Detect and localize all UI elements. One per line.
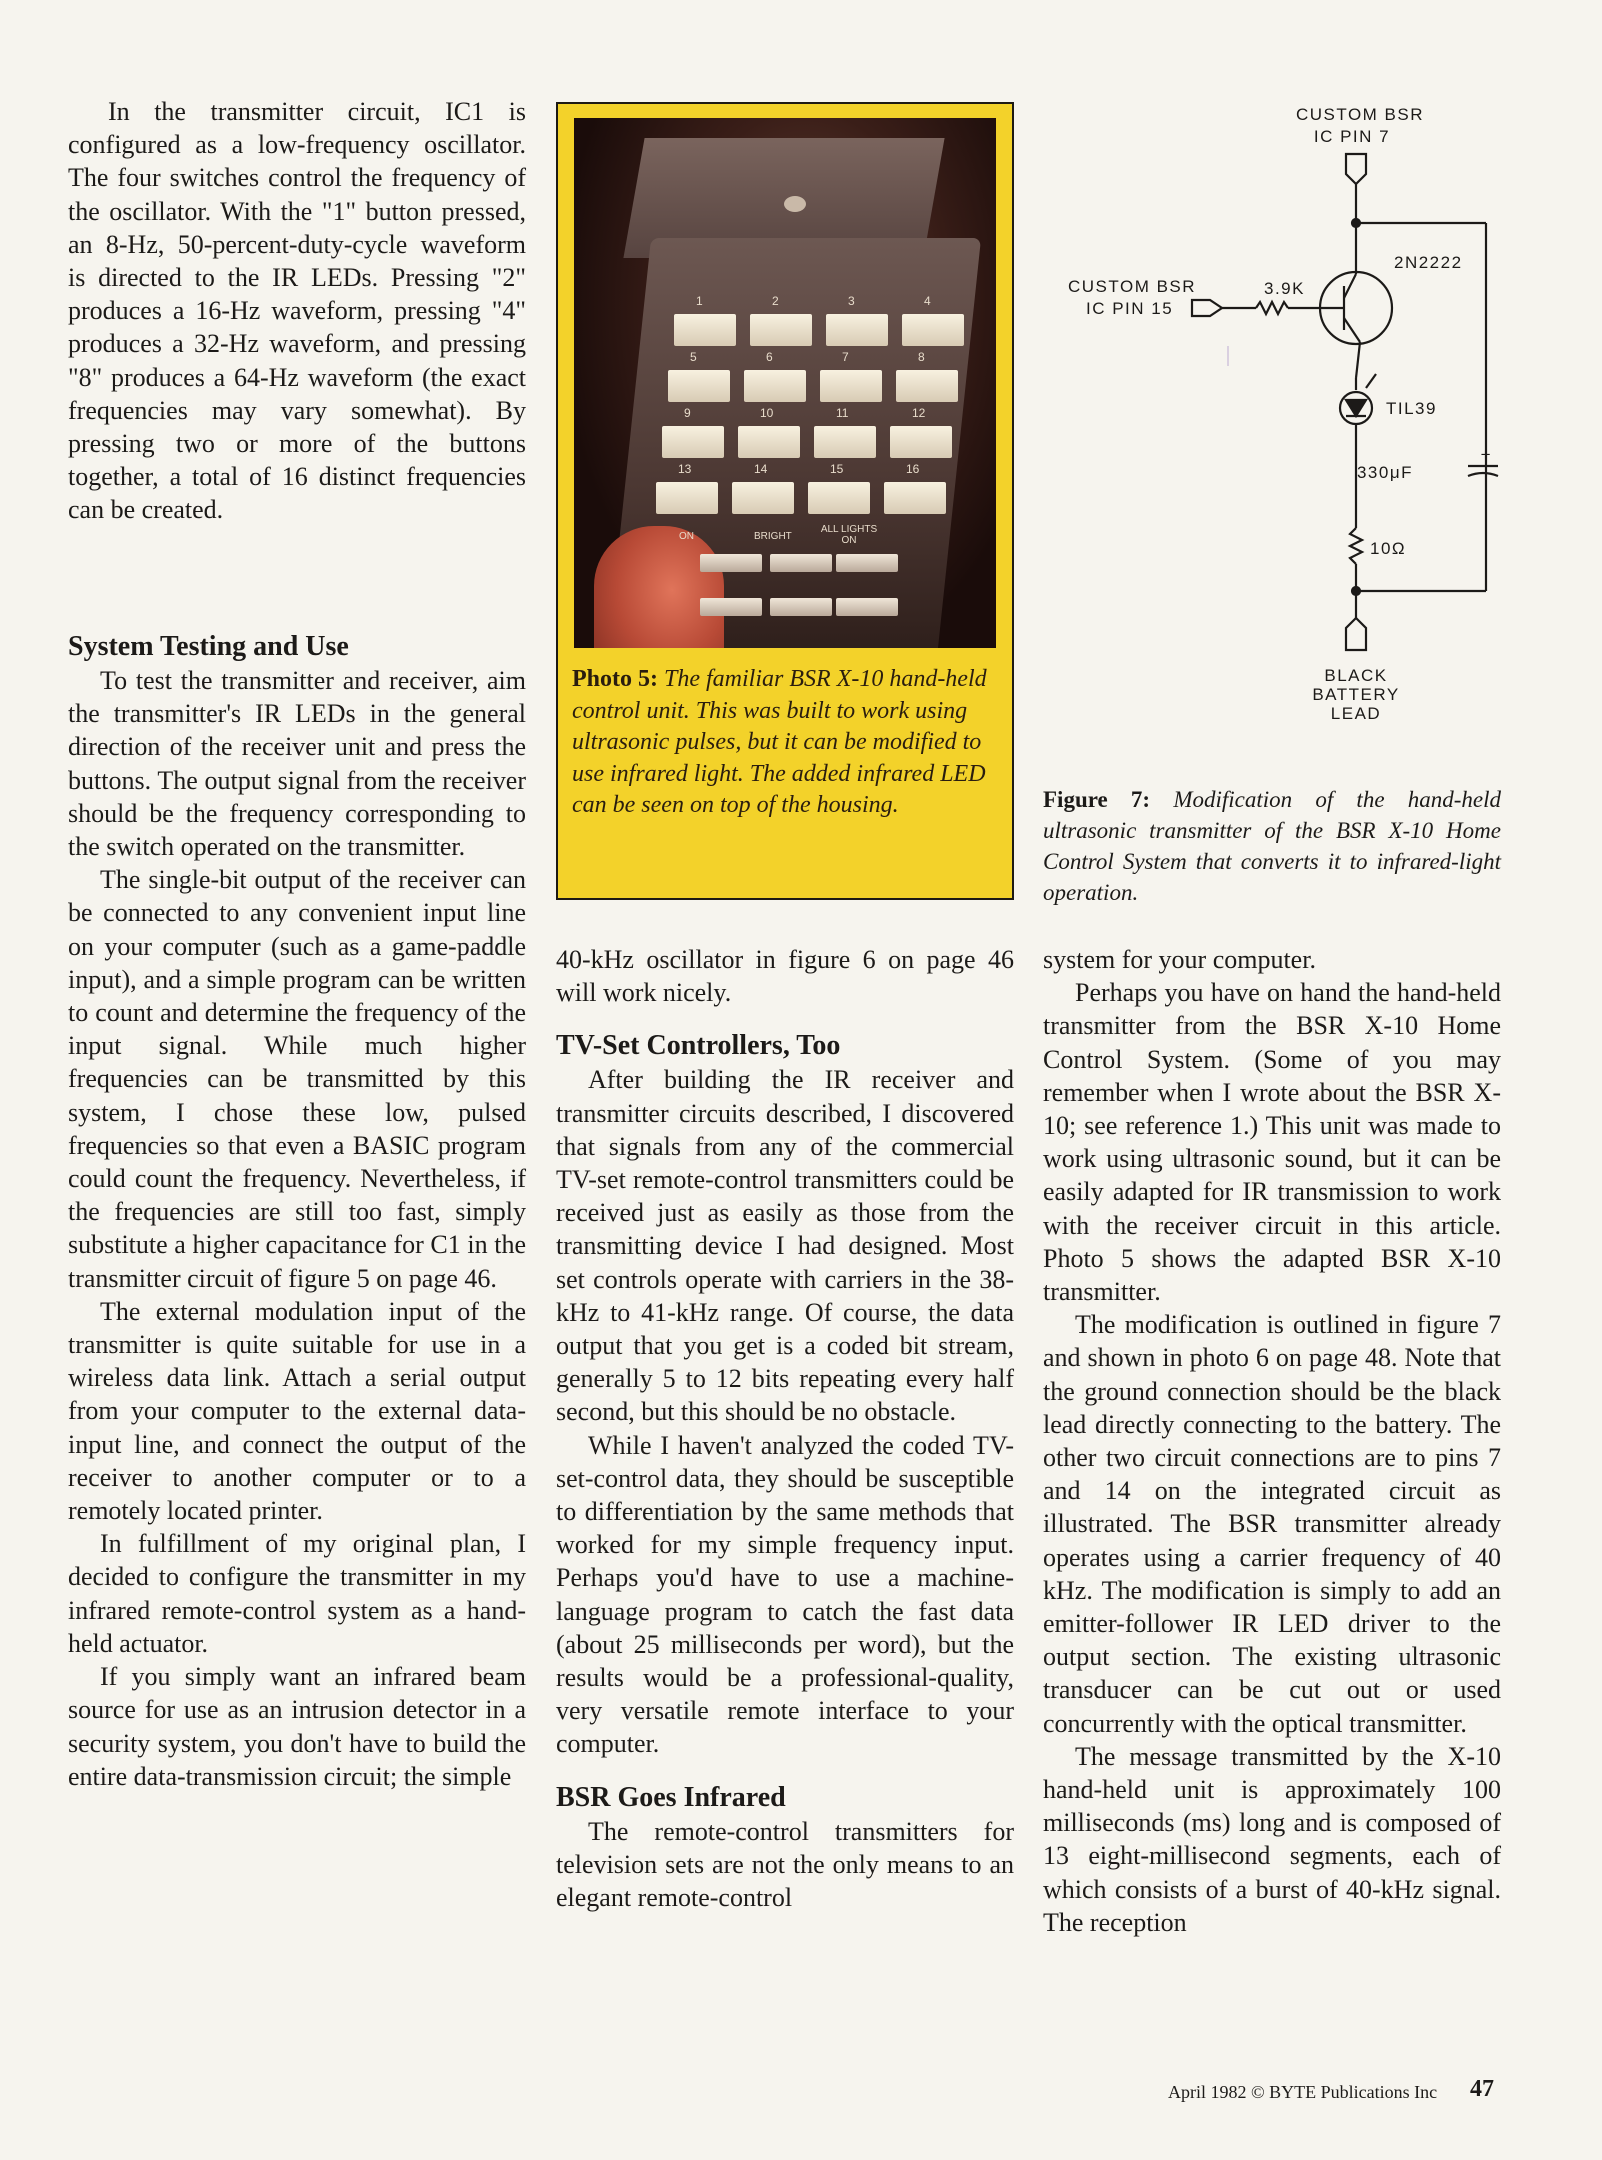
button-number: 8 — [918, 350, 925, 364]
remote-button-4 — [902, 314, 964, 346]
label-transistor: 2N2222 — [1394, 253, 1463, 272]
paragraph: The external modulation input of the transmitter is quite suitable for use in a wireless data link. Attach a serial output from your computer to the external data-input line, and connect the output of the receiver to another computer or to a remotely located printer. — [68, 1296, 526, 1526]
photo-caption — [572, 664, 998, 822]
label-resistor-2: 10Ω — [1370, 539, 1407, 558]
button-number: 10 — [760, 406, 774, 420]
button-number: 12 — [912, 406, 926, 420]
paragraph: The modification is outlined in figure 7 and shown in photo 6 on page 48. Note that the ground connection should be the black lead directly connecting to the battery. The other two circuit connections are to pins 7 and 14 on the integrated circuit as illustrated. The BSR transmitter already operates using a carrier frequency of 40 kHz. The modification is simply to add an emitter-follower IR LED driver to the output section. The existing ultrasonic transducer can be cut out or used concurrently with the optical transmitter. — [1043, 1310, 1501, 1738]
paragraph: The message transmitted by the X-10 hand-held unit is approximately 100 milliseconds (ms) long and is composed of 13 eight-millisecond segments, each of which consists of a burst of 40-kHz signal. The reception — [1043, 1741, 1501, 1937]
page-number: 47 — [1470, 2076, 1494, 2102]
button-number: 7 — [842, 350, 849, 364]
remote-button-1 — [674, 314, 736, 346]
footer-credit: April 1982 © BYTE Publications Inc — [1168, 2082, 1438, 2102]
remote-button-15 — [808, 482, 870, 514]
paragraph: 40-kHz oscillator in figure 6 on page 46 will work nicely. — [556, 945, 1014, 1008]
figure-caption-text: Modification of the hand-held ultrasonic transmitter of the BSR X-10 Home Control System that converts it to infrared-light operation. — [1043, 787, 1501, 905]
remote-button-7 — [820, 370, 882, 402]
label-bottom-2: BATTERY — [1312, 685, 1400, 704]
section-heading-system-testing: System Testing and Use — [68, 631, 349, 662]
section-heading-tv-set: TV-Set Controllers, Too — [556, 1030, 841, 1062]
infrared-led — [784, 196, 806, 212]
column-3 — [1043, 943, 1501, 1939]
button-number: 1 — [696, 294, 703, 308]
bottom-label-all-lights-on: ALL LIGHTS ON — [820, 524, 878, 546]
figure-7-schematic — [1060, 98, 1500, 738]
remote-button-8 — [896, 370, 958, 402]
photo-5-box — [556, 102, 1014, 900]
connector-top — [1346, 154, 1366, 184]
remote-button-all-off — [836, 598, 898, 616]
label-top-2: IC PIN 7 — [1313, 127, 1391, 146]
resistor-3-9k — [1256, 302, 1288, 314]
button-number: 15 — [830, 462, 844, 476]
paragraph: system for your computer. — [1043, 945, 1316, 974]
label-left-2: IC PIN 15 — [1086, 299, 1174, 318]
button-number: 2 — [772, 294, 779, 308]
label-resistor-1: 3.9K — [1264, 279, 1305, 298]
figure-caption — [1043, 784, 1501, 908]
remote-button-off — [700, 598, 762, 616]
paragraph: In the transmitter circuit, IC1 is configured as a low-frequency oscillator. The four switches control the frequency of the oscillator. With the "1" button pressed, an 8-Hz, 50-percent-duty-cycle waveform is directed to the IR LEDs. Pressing "2" produces a 16-Hz waveform, pressing "4" produces a 32-Hz waveform, and pressing "8" produces a 64-Hz waveform (the exact frequencies may vary somewhat). By pressing two or more of the buttons together, a total of 16 distinct frequencies can be created. — [68, 97, 526, 525]
label-bottom-1: BLACK — [1324, 666, 1388, 685]
remote-button-9 — [662, 426, 724, 458]
remote-button-14 — [732, 482, 794, 514]
remote-button-12 — [890, 426, 952, 458]
thumb — [594, 526, 724, 648]
figure-caption-label: Figure 7: — [1043, 787, 1151, 812]
paragraph: The remote-control transmitters for television sets are not the only means to an elegant remote-control — [556, 1816, 1014, 1913]
remote-button-on — [700, 554, 762, 572]
bottom-label-bright: BRIGHT — [754, 531, 792, 542]
paragraph: In fulfillment of my original plan, I decided to configure the transmitter in my infrared remote-control system as a hand-held actuator. — [68, 1529, 526, 1658]
paragraph: After building the IR receiver and transmitter circuits described, I discovered that signals from any of the commercial TV-set remote-control transmitters could be received just as easily as those from the transmitting device I had designed. Most set controls operate with carriers in the 38-kHz to 41-kHz range. Of course, the data output that you get is a coded bit stream, generally 5 to 12 bits repeating every half second, but this should be no obstacle. — [556, 1065, 1014, 1427]
paragraph: While I haven't analyzed the coded TV-set-control data, they should be susceptible to differentiation by the same methods that worked for my simple frequency input. Perhaps you'd have to use a machine-language program to catch the fast data (about 25 milliseconds per word), but the results would be a professional-quality, very versatile remote interface to your computer. — [556, 1430, 1014, 1759]
label-left-1: CUSTOM BSR — [1068, 277, 1197, 296]
photo-bsr-remote — [574, 118, 996, 648]
paragraph: The single-bit output of the receiver can be connected to any convenient input line on your computer (such as a game-paddle input), and a simple program can be written to count and determine the frequency of the input signal. While much higher frequencies can be transmitted by this system, I chose these low, pulsed frequencies so that even a BASIC program could count the frequency. Nevertheless, if the frequencies are still too fast, simply substitute a higher capacitance for C1 in the transmitter circuit of figure 5 on page 46. — [68, 865, 526, 1293]
column-1-bottom — [68, 630, 526, 1793]
button-number: 3 — [848, 294, 855, 308]
remote-button-6 — [744, 370, 806, 402]
button-number: 9 — [684, 406, 691, 420]
remote-button-13 — [656, 482, 718, 514]
label-capacitor: 330μF — [1356, 463, 1413, 482]
label-led: TIL39 — [1386, 399, 1437, 418]
remote-button-11 — [814, 426, 876, 458]
remote-button-all-on — [836, 554, 898, 572]
button-number: 11 — [836, 406, 849, 420]
button-number: 6 — [766, 350, 773, 364]
button-number: 4 — [924, 294, 931, 308]
paragraph: Perhaps you have on hand the hand-held transmitter from the BSR X-10 Home Control System. (Some of you may remember when I wrote about the BSR X-10; see reference 1.) This unit was made to work using ultrasonic sound, but it can be easily adapted for IR transmission to work with the receiver circuit in this article. Photo 5 shows the adapted BSR X-10 transmitter. — [1043, 978, 1501, 1307]
photo-caption-label: Photo 5: — [572, 666, 658, 692]
remote-button-2 — [750, 314, 812, 346]
remote-button-5 — [668, 370, 730, 402]
label-top-1: CUSTOM BSR — [1295, 105, 1425, 124]
remote-button-16 — [884, 482, 946, 514]
connector-left — [1192, 300, 1222, 316]
column-2 — [556, 943, 1014, 1914]
photo-caption-text: The familiar BSR X-10 hand-held control unit. This was built to work using ultrasonic pulses, but it can be modified to use infrared light. The added infrared LED can be seen on top of the housing. — [572, 666, 987, 818]
remote-button-10 — [738, 426, 800, 458]
paragraph: To test the transmitter and receiver, aim the transmitter's IR LEDs in the general direction of the receiver unit and press the buttons. The output signal from the receiver should be the frequency corresponding to the switch operated on the transmitter. — [68, 666, 526, 862]
paragraph: If you simply want an infrared beam source for use as an intrusion detector in a security system, you don't have to build the entire data-transmission circuit; the simple — [68, 1662, 526, 1791]
remote-button-3 — [826, 314, 888, 346]
connector-bottom — [1346, 618, 1366, 650]
bottom-label-on: ON — [679, 531, 694, 542]
section-heading-bsr-infrared: BSR Goes Infrared — [556, 1781, 786, 1813]
button-number: 16 — [906, 462, 920, 476]
resistor-10-ohm — [1350, 528, 1362, 564]
button-number: 5 — [690, 350, 697, 364]
label-bottom-3: LEAD — [1330, 704, 1382, 723]
remote-button-bright — [770, 554, 832, 572]
remote-button-dim — [770, 598, 832, 616]
column-1-top — [68, 95, 526, 527]
button-number: 13 — [678, 462, 692, 476]
label-cap-plus: + — [1480, 445, 1492, 464]
button-number: 14 — [754, 462, 768, 476]
